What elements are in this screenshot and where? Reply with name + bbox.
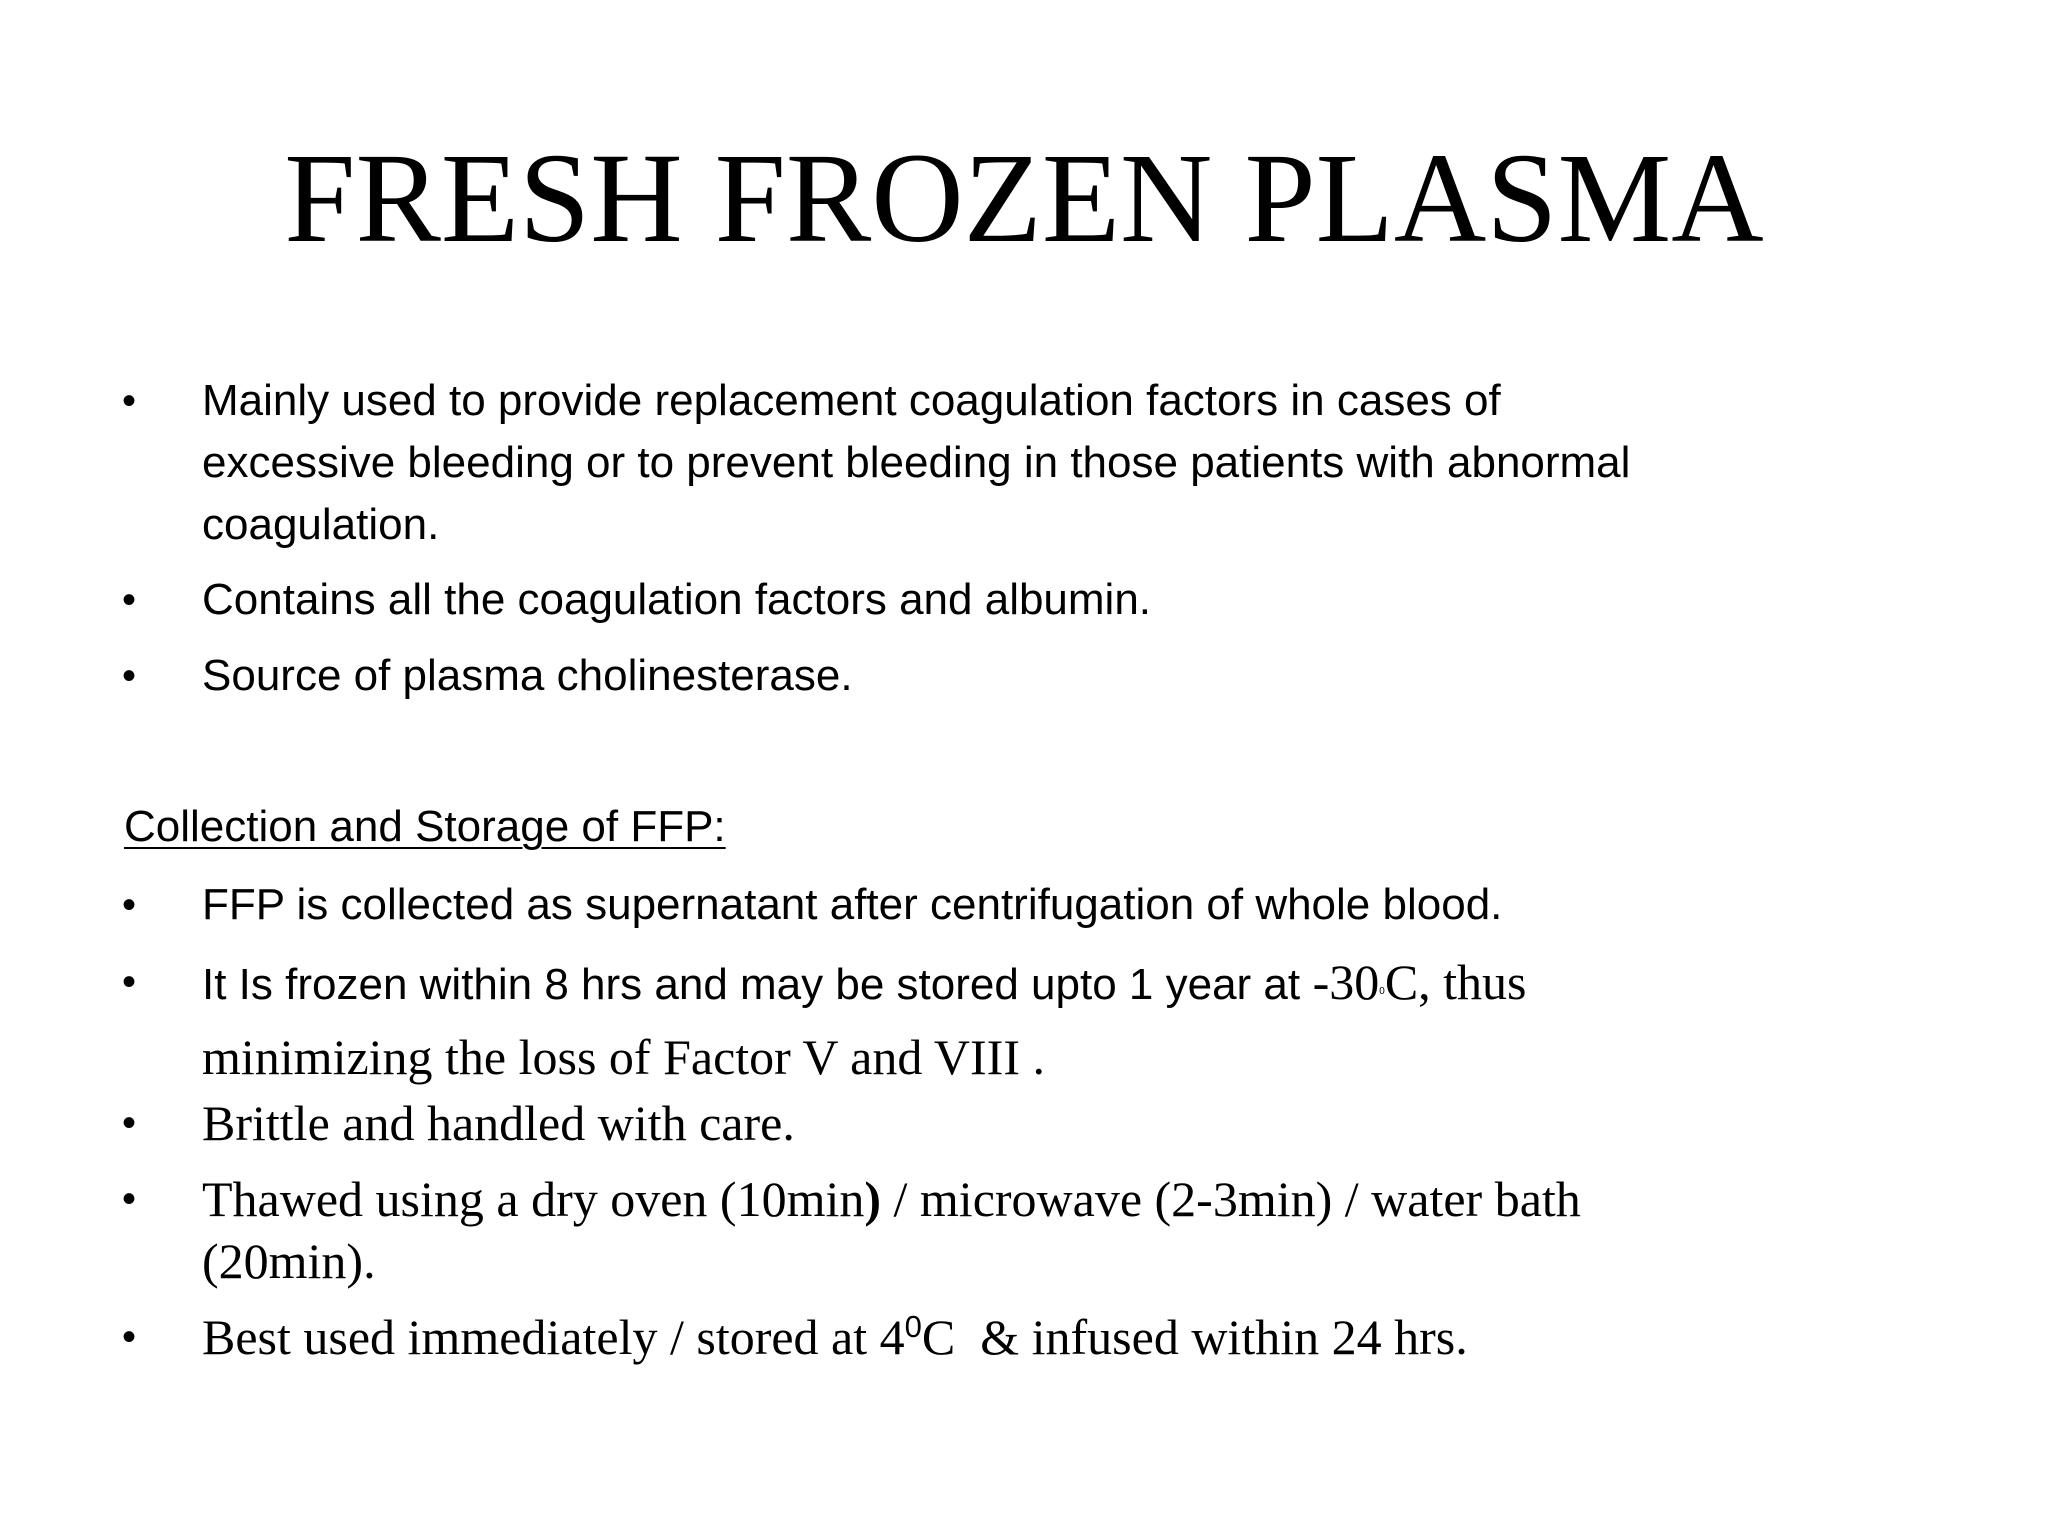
bullet-marker: • [122, 1315, 137, 1359]
bullet-text-serif: C, thus [1384, 954, 1527, 1010]
bullet-text-sans: It Is frozen within 8 hrs and may be stored upto 1 year at [202, 960, 1301, 1009]
degree-superscript: 0 [904, 1308, 922, 1344]
bullet-text-bold: ) [864, 1171, 882, 1227]
bullet-line [202, 951, 1962, 1026]
bullet-cholinesterase: Source of plasma cholinesterase. [202, 651, 853, 700]
bullet-marker: • [122, 1177, 137, 1221]
section-heading: Collection and Storage of FFP: [124, 802, 726, 851]
bullet-marker: • [122, 654, 137, 698]
bullet-marker: • [122, 883, 137, 927]
bullet-contains-factors: Contains all the coagulation factors and albumin. [202, 575, 1152, 624]
bullet-collection: FFP is collected as supernatant after centrifugation of whole blood. [202, 880, 1503, 929]
bullet-frozen-storage [202, 951, 1962, 1088]
bullet-line [202, 1168, 1962, 1230]
bullet-brittle: Brittle and handled with care. [202, 1095, 795, 1151]
bullet-marker: • [122, 578, 137, 622]
bullet-text: C & infused within 24 hrs. [921, 1309, 1468, 1365]
bullet-marker: • [122, 960, 137, 1004]
degree-superscript: 0 [1379, 985, 1385, 997]
bullet-best-used [202, 1306, 1962, 1368]
bullet-line: minimizing the loss of Factor V and VIII . [202, 1029, 1045, 1085]
bullet-line: coagulation. [202, 500, 440, 549]
slide-title: FRESH FROZEN PLASMA [284, 127, 1764, 269]
bullet-text: / microwave (2-3min) / water bath [881, 1171, 1581, 1227]
bullet-text-serif: -30 [1300, 954, 1380, 1010]
bullet-replacement-factors [202, 370, 1962, 556]
bullet-line: excessive bleeding or to prevent bleeding in those patients with abnormal [202, 438, 1631, 487]
bullet-text: Best used immediately / stored at 4 [202, 1309, 905, 1365]
bullet-line: (20min). [202, 1233, 376, 1289]
bullet-marker: • [122, 379, 137, 423]
bullet-line: Mainly used to provide replacement coagulation factors in cases of [202, 376, 1501, 425]
bullet-text: Thawed using a dry oven (10min [202, 1171, 865, 1227]
bullet-marker: • [122, 1101, 137, 1145]
bullet-thawing [202, 1168, 1962, 1292]
